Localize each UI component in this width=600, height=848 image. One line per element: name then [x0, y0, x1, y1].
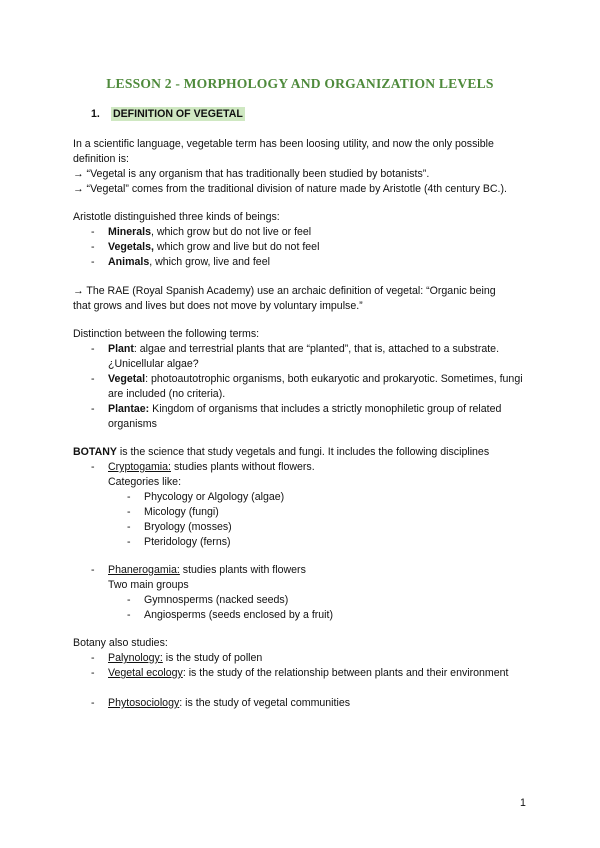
bullet-dash: -	[91, 667, 95, 679]
categories-label: Categories like:	[108, 476, 182, 488]
bullet-dash: -	[91, 226, 95, 238]
sub-item	[127, 505, 527, 520]
sub-item	[127, 490, 527, 505]
list-item	[91, 666, 531, 681]
discipline-desc: is the study of pollen	[162, 652, 263, 664]
term: Plant	[108, 343, 134, 355]
term: Minerals	[108, 226, 151, 238]
list-item	[91, 563, 531, 578]
bullet-dash: -	[91, 241, 95, 253]
term: Vegetals,	[108, 241, 154, 253]
sub-item-text: Phycology or Algology (algae)	[144, 491, 285, 503]
bullet-dash: -	[127, 609, 131, 621]
bullet-dash: -	[127, 491, 131, 503]
discipline-name: Phanerogamia:	[108, 564, 180, 576]
list-item	[91, 240, 531, 255]
sub-item	[127, 535, 527, 550]
sub-item-text: Micology (fungi)	[144, 506, 219, 518]
bullet-dash: -	[91, 697, 95, 709]
bullet-dash: -	[91, 652, 95, 664]
rae-line-2: that grows and lives but does not move by voluntary impulse.”	[73, 300, 363, 312]
sub-item-text: Gymnosperms (nacked seeds)	[144, 594, 289, 606]
list-item	[91, 225, 531, 240]
sub-item-text: Bryology (mosses)	[144, 521, 232, 533]
discipline-desc: : is the study of the relationship between plants and their environment	[182, 667, 509, 679]
term: Animals	[108, 256, 150, 268]
sub-item	[127, 520, 527, 535]
bullet-dash: -	[127, 506, 131, 518]
bullet-dash: -	[91, 564, 95, 576]
list-item	[91, 342, 531, 372]
also-lead: Botany also studies:	[73, 637, 168, 649]
botany-line	[73, 445, 533, 460]
bullet-dash: -	[91, 403, 95, 415]
list-item	[91, 372, 531, 402]
discipline-name: Vegetal ecology	[108, 667, 183, 679]
term-desc: : photoautotrophic organisms, both eukaryotic and prokaryotic. Sometimes, fungi are included (no criteria).	[108, 373, 523, 400]
bullet-dash: -	[127, 594, 131, 606]
term-desc: , which grow but do not live or feel	[150, 226, 312, 238]
term: Plantae:	[108, 403, 150, 415]
rae-line-1: → The RAE (Royal Spanish Academy) use an archaic definition of vegetal: “Organic being	[73, 285, 496, 297]
section-heading	[91, 108, 245, 120]
sub-item	[127, 593, 527, 608]
list-item	[91, 402, 531, 432]
intro-line-3: → “Vegetal is any organism that has traditionally been studied by botanists”.	[73, 168, 430, 180]
term-desc: which grow and live but do not feel	[153, 241, 320, 253]
groups-label: Two main groups	[108, 579, 189, 591]
discipline-name: Palynology:	[108, 652, 163, 664]
discipline-desc: : is the study of vegetal communities	[179, 697, 351, 709]
page-title: LESSON 2 - MORPHOLOGY AND ORGANIZATION LEVELS	[106, 76, 494, 91]
list-item	[91, 460, 531, 475]
list-item	[91, 696, 531, 711]
bullet-dash: -	[91, 461, 95, 473]
bullet-dash: -	[91, 256, 95, 268]
intro-line-1: In a scientific language, vegetable term has been loosing utility, and now the only possible	[73, 138, 494, 150]
term-desc: , which grow, live and feel	[149, 256, 270, 268]
sub-item-text: Pteridology (ferns)	[144, 536, 231, 548]
list-item	[91, 255, 531, 270]
discipline-name: Cryptogamia:	[108, 461, 171, 473]
section-title: DEFINITION OF VEGETAL	[112, 108, 243, 120]
discipline-name: Phytosociology	[108, 697, 180, 709]
discipline-desc: studies plants with flowers	[179, 564, 306, 576]
distinction-lead: Distinction between the following terms:	[73, 328, 260, 340]
sub-item	[127, 608, 527, 623]
bullet-dash: -	[127, 536, 131, 548]
intro-line-4: → “Vegetal” comes from the traditional division of nature made by Aristotle (4th century BC.).	[73, 183, 507, 195]
botany-desc: is the science that study vegetals and fungi. It includes the following disciplines	[116, 446, 490, 458]
aristotle-lead: Aristotle distinguished three kinds of beings:	[73, 211, 280, 223]
botany-term: BOTANY	[73, 446, 117, 458]
list-item	[91, 651, 531, 666]
intro-line-2: definition is:	[73, 153, 129, 165]
bullet-dash: -	[91, 373, 95, 385]
term: Vegetal	[108, 373, 146, 385]
sub-item-text: Angiosperms (seeds enclosed by a fruit)	[144, 609, 334, 621]
term-desc: : algae and terrestrial plants that are “planted”, that is, attached to a substrate. ¿Unicellular algae?	[108, 343, 500, 370]
page-number: 1	[520, 797, 526, 809]
section-number: 1.	[91, 108, 100, 120]
discipline-desc: studies plants without flowers.	[171, 461, 315, 473]
term-desc: Kingdom of organisms that includes a strictly monophiletic group of related organisms	[108, 403, 502, 430]
bullet-dash: -	[91, 343, 95, 355]
bullet-dash: -	[127, 521, 131, 533]
